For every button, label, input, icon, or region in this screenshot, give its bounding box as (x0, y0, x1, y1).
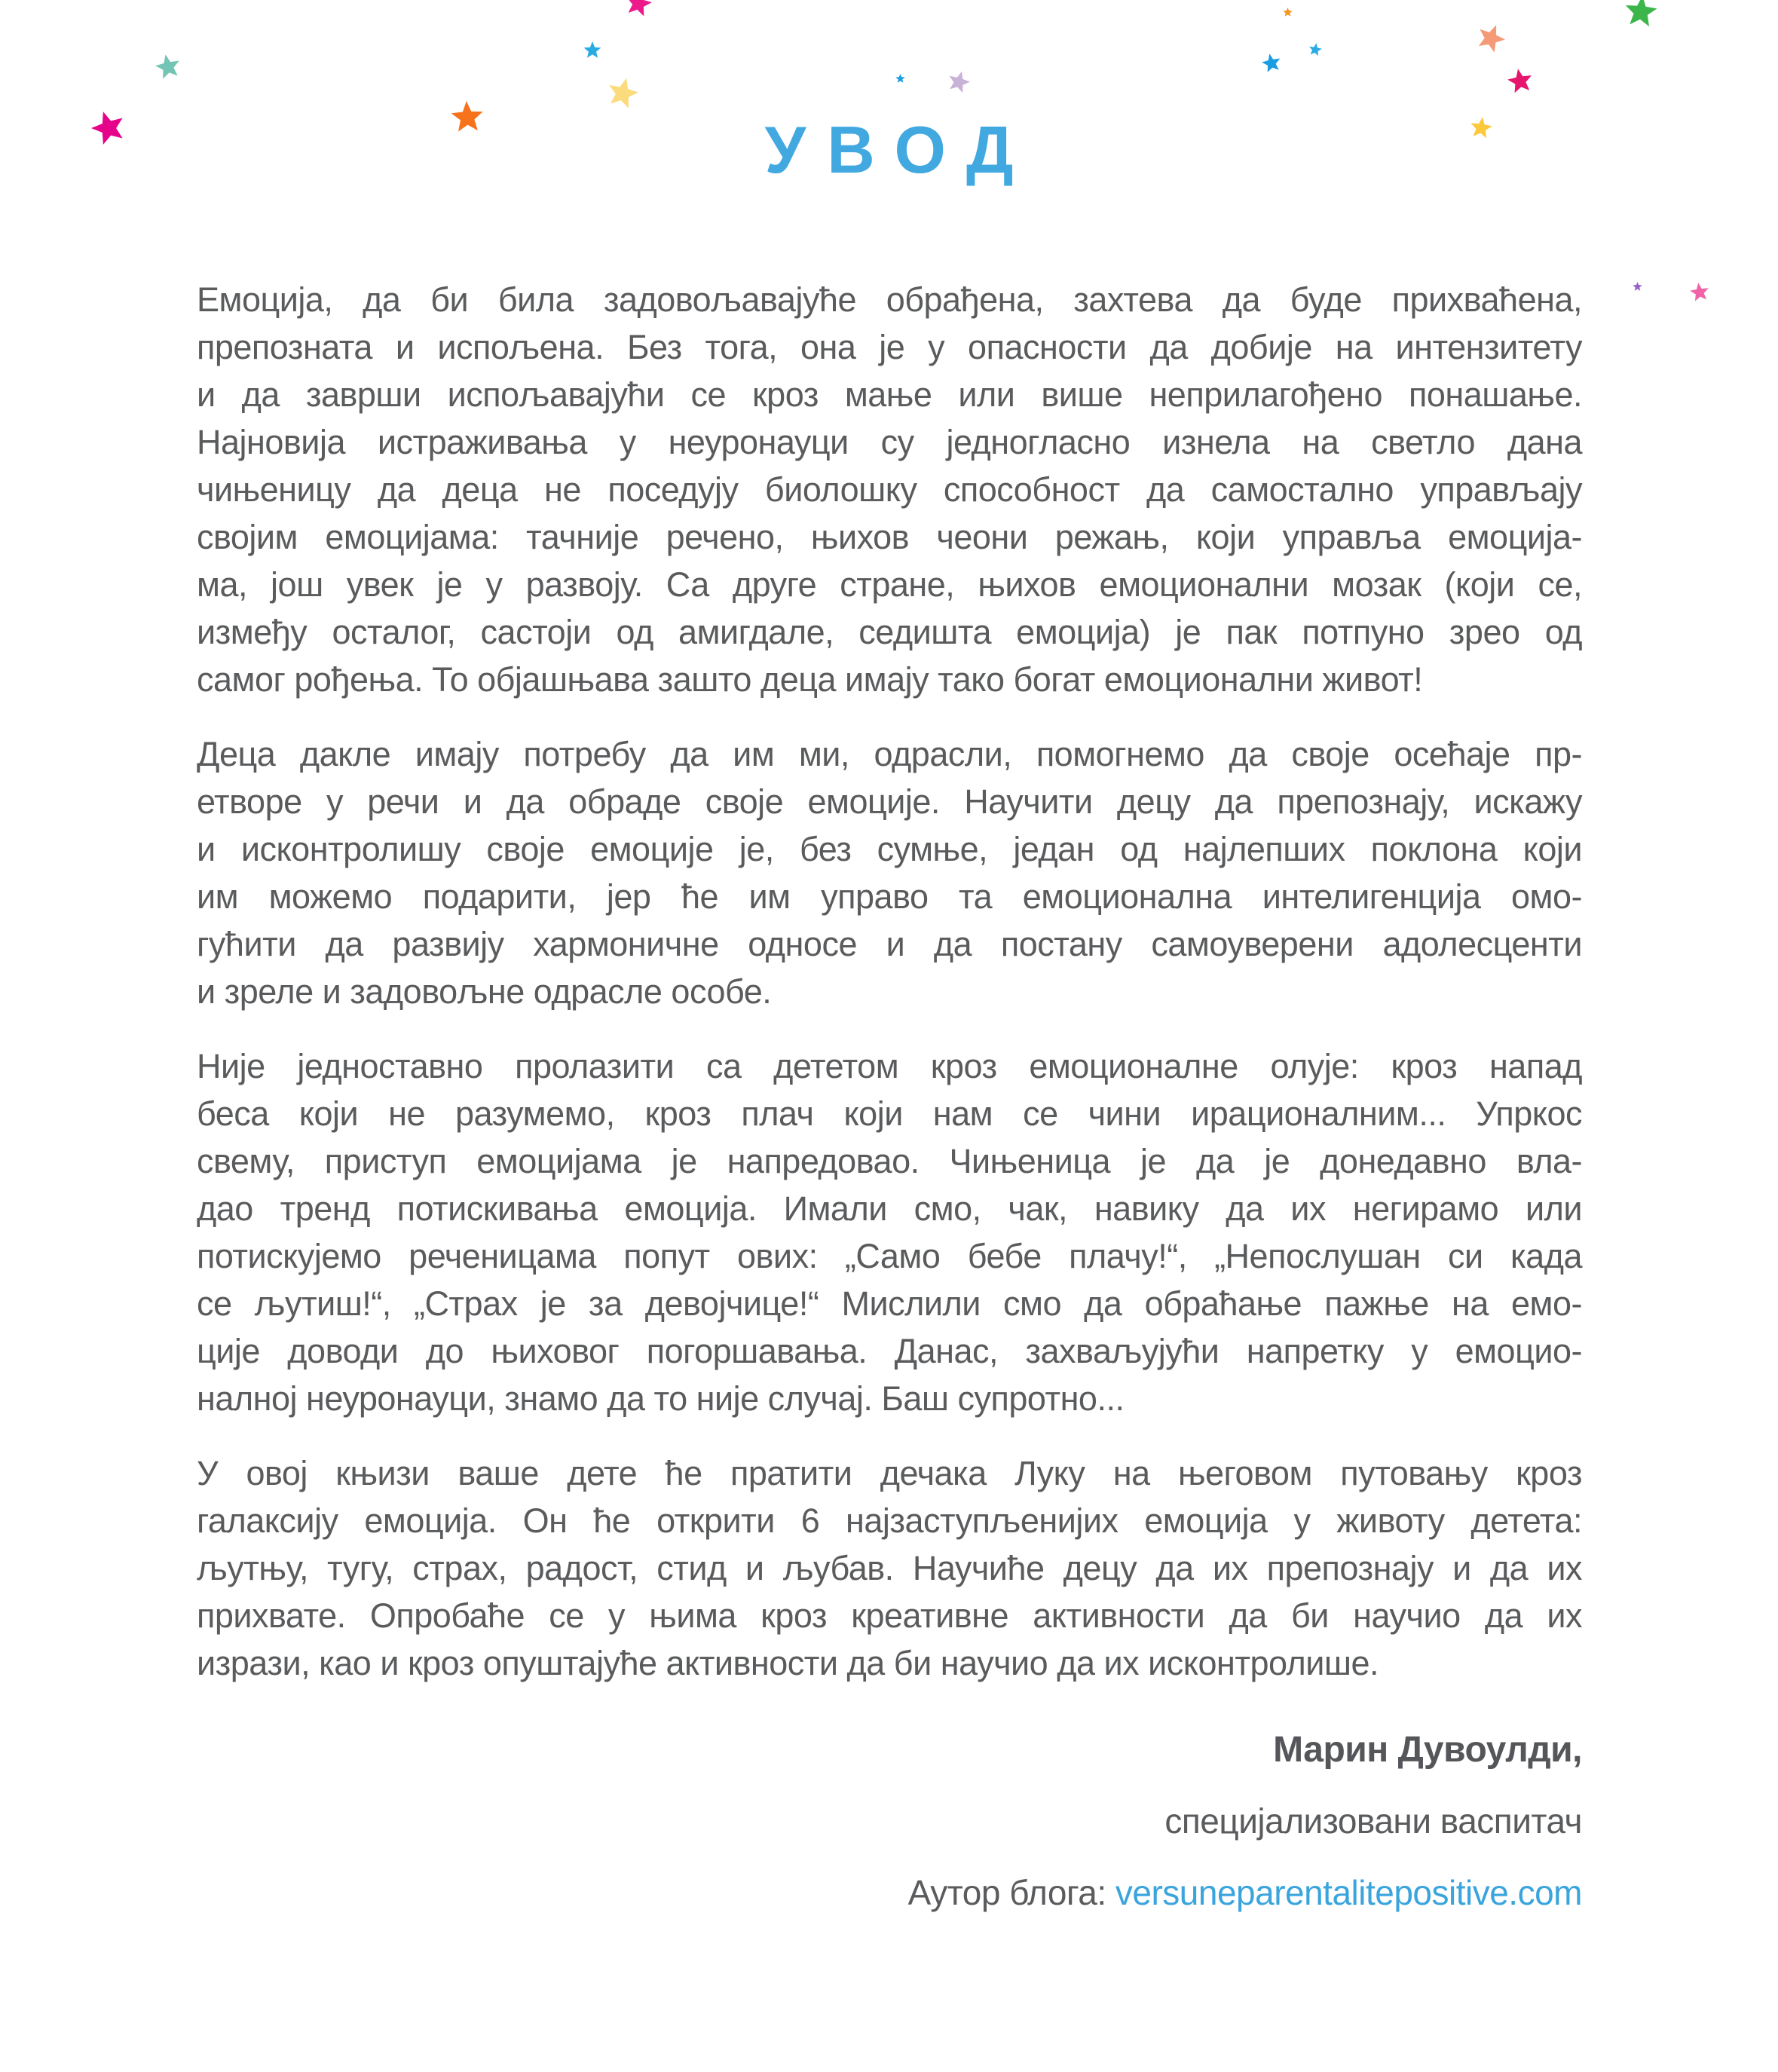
text-line: и исконтролишу своје емоције је, без сумње, један од најлепших поклона који (197, 830, 1582, 868)
text-line: потискујемо реченицама попут ових: „Само бебе плачу!“, „Непослушан си када (197, 1237, 1582, 1275)
text-line: се љутиш!“, „Страх је за девојчице!“ Мислили смо да обраћање пажње на емо- (197, 1284, 1582, 1323)
paragraph (197, 730, 1582, 1015)
star-icon (1505, 66, 1535, 96)
star-icon (1633, 282, 1642, 292)
text-line: љутњу, тугу, страх, радост, стид и љубав. Научиће децу да их препознају и да их (197, 1549, 1582, 1587)
text-line: прихвате. Опробаће се у њима кроз креативне активности да би научио да их (197, 1596, 1582, 1635)
text-line: етворе у речи и да обраде своје емоције. Научити децу да препознају, искажу (197, 782, 1582, 821)
text-line: им можемо подарити, јер ће им управо та емоционална интелигенција омо- (197, 877, 1582, 916)
star-icon (623, 0, 655, 20)
author-name: Марин Дувоулди, (1273, 1730, 1582, 1770)
star-icon (153, 52, 183, 82)
author-role: специјализовани васпитач (1164, 1801, 1582, 1841)
text-line: изрази, као и кроз опуштајуће активности да би научио да их исконтролише. (197, 1644, 1379, 1682)
text-line: између осталог, састоји од амигдале, седишта емоција) је пак потпуно зрео од (197, 613, 1582, 651)
page-title: УВОД (764, 112, 1035, 187)
star-icon (895, 74, 905, 84)
text-line: Није једноставно пролазити са дететом кроз емоционалне олује: кроз напад (197, 1047, 1582, 1085)
star-icon (1472, 20, 1509, 57)
text-line: беса који не разумемо, кроз плач који нам се чини ирационалним... Упркос (197, 1094, 1582, 1133)
text-line: својим емоцијама: тачније речено, њихов чеони режањ, који управља емоција- (197, 518, 1582, 556)
star-icon (1623, 0, 1659, 30)
text-line: гућити да развију хармоничне односе и да постану самоуверени адолесценти (197, 925, 1582, 963)
star-icon (1283, 8, 1293, 17)
text-line: Деца дакле имају потребу да им ми, одрасли, помогнемо да своје осећаје пр- (197, 735, 1582, 773)
star-icon (604, 75, 642, 113)
text-line: Емоција, да би била задовољавајуће обрађена, захтева да буде прихваћена, (197, 280, 1582, 319)
star-icon (1260, 52, 1284, 75)
text-line: чињеницу да деца не поседују биолошку способност да самостално управљају (197, 470, 1582, 509)
text-line: Најновија истраживања у неуронауци су једногласно изнела на светло дана (197, 423, 1582, 461)
signature-block (197, 1714, 1582, 1929)
text-line: налној неуронауци, знамо да то није случај. Баш супротно... (197, 1379, 1125, 1418)
text-line: и зреле и задовољне одрасле особе. (197, 972, 772, 1011)
text-line: свему, приступ емоцијама је напредовао. Чињеница је да је донедавно вла- (197, 1142, 1582, 1180)
blog-line (197, 1857, 1582, 1929)
text-line: ције доводи до њиховог погоршавања. Данас, захваљујући напретку у емоцио- (197, 1332, 1582, 1370)
intro-text (197, 276, 1582, 1929)
text-line: и да заврши испољавајући се кроз мање или више неприлагођено понашање. (197, 375, 1582, 414)
text-line: галаксију емоција. Он ће открити 6 најзаступљенијих емоција у животу детета: (197, 1501, 1582, 1540)
text-line: препозната и испољена. Без тога, она је у опасности да добије на интензитету (197, 328, 1582, 366)
text-line: ма, још увек је у развоју. Са друге стране, њихов емоционални мозак (који се, (197, 565, 1582, 604)
text-line: У овој књизи ваше дете ће пратити дечака Луку на његовом путовању кроз (197, 1454, 1582, 1492)
star-icon (1688, 281, 1710, 303)
paragraph (197, 1042, 1582, 1422)
blog-link[interactable]: versuneparentalitepositive.com (1115, 1873, 1582, 1912)
star-icon (1308, 42, 1324, 58)
star-icon (583, 41, 601, 60)
paragraph (197, 276, 1582, 703)
text-line: самог рођења. То објашњава зашто деца имају тако богат емоционални живот! (197, 660, 1423, 699)
star-icon (944, 68, 972, 96)
text-line: дао тренд потискивања емоција. Имали смо, чак, навику да их негирамо или (197, 1189, 1582, 1228)
blog-label: Аутор блога: (907, 1873, 1115, 1912)
paragraph (197, 1449, 1582, 1687)
